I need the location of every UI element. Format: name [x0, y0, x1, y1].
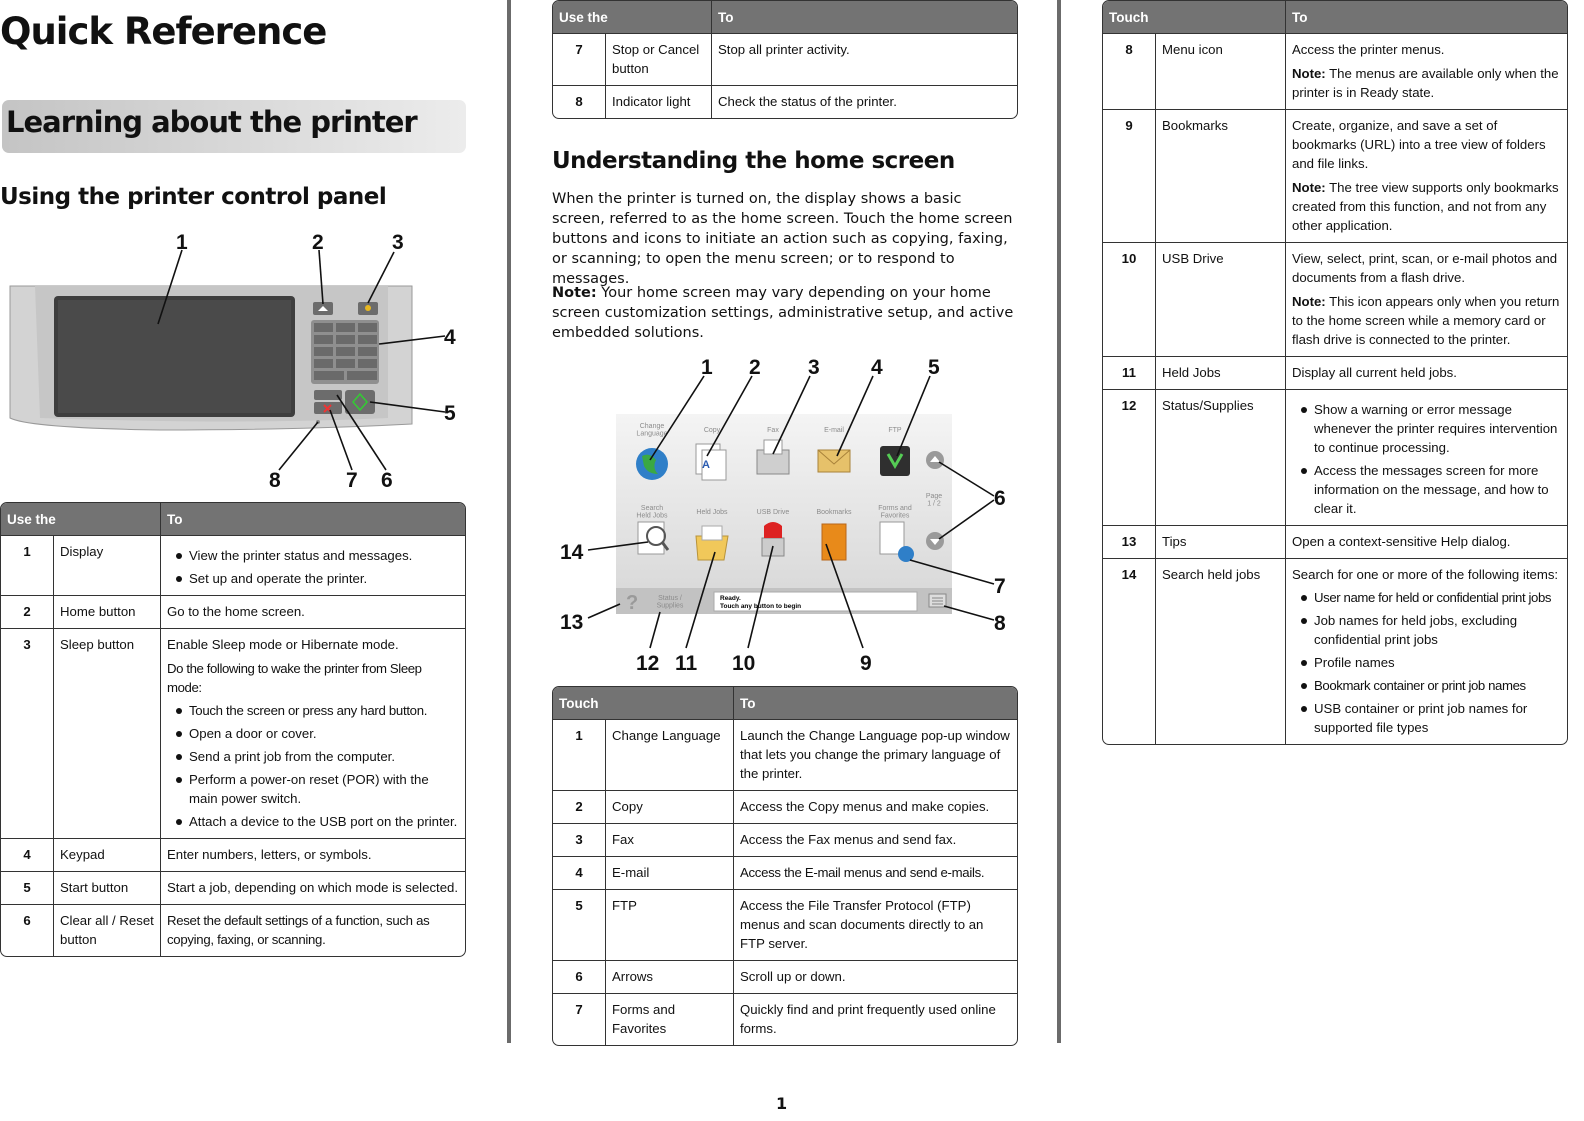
table-row [1, 595, 465, 628]
table-row [1103, 33, 1567, 109]
page-title: Quick Reference [0, 10, 327, 53]
row-item: E-mail [605, 856, 733, 889]
callout-7: 7 [346, 469, 358, 492]
table-row [1103, 558, 1567, 744]
screen-label-copy: Copy [703, 427, 721, 434]
row-number: 7 [553, 993, 605, 1045]
callout-10: 10 [732, 652, 756, 675]
row-item: Menu icon [1155, 33, 1285, 109]
callout-14: 14 [560, 541, 584, 564]
table-header-to: To [160, 503, 465, 535]
page-number: 1 [776, 1094, 788, 1113]
list-item: Attach a device to the USB port on the printer. [167, 812, 459, 831]
row-item: USB Drive [1155, 242, 1285, 356]
row-number: 2 [553, 790, 605, 823]
row-number: 5 [553, 889, 605, 960]
row-item: Forms and Favorites [605, 993, 733, 1045]
table-row [553, 993, 1017, 1045]
row-description [160, 535, 465, 595]
table-header-to: To [733, 687, 1017, 719]
list-item: USB container or print job names for supported file types [1292, 699, 1561, 737]
callout-7: 7 [994, 575, 1006, 598]
row-item: Keypad [53, 838, 160, 871]
row-description: Go to the home screen. [160, 595, 465, 628]
row-note [1292, 64, 1561, 102]
section-banner [2, 100, 466, 153]
callout-1: 1 [176, 231, 188, 254]
row-description: Access the Fax menus and send fax. [733, 823, 1017, 856]
row-number: 2 [1, 595, 53, 628]
row-description [1285, 109, 1567, 242]
row-item: Fax [605, 823, 733, 856]
callout-9: 9 [860, 652, 872, 675]
home-screen-table [552, 686, 1018, 1046]
row-number: 11 [1103, 356, 1155, 389]
row-item: Stop or Cancel button [605, 33, 711, 85]
bookmarks-icon [822, 524, 846, 560]
callout-6: 6 [994, 487, 1006, 510]
row-description [1285, 242, 1567, 356]
screen-label-bookmarks: Bookmarks [816, 509, 852, 516]
callout-4: 4 [444, 326, 456, 349]
row-item: Tips [1155, 525, 1285, 558]
list-item: Perform a power-on reset (POR) with the main power switch. [167, 770, 459, 808]
row-item: Clear all / Reset button [53, 904, 160, 956]
screen-label-page: Page 1 / 2 [925, 493, 943, 508]
callout-1: 1 [701, 356, 713, 379]
row-number: 1 [553, 719, 605, 790]
search-held-jobs-icon [638, 522, 668, 554]
screen-label-search-held-jobs: Search Held Jobs [636, 505, 668, 520]
table-row [553, 85, 1017, 118]
tips-icon: ? [626, 592, 639, 614]
callout-2: 2 [312, 231, 324, 254]
home-screen-note [552, 283, 1018, 343]
callout-12: 12 [636, 652, 660, 675]
row-item: Status/Supplies [1155, 389, 1285, 525]
email-icon [818, 450, 850, 472]
row-description: Scroll up or down. [733, 960, 1017, 993]
section-banner-title: Learning about the printer [6, 105, 417, 139]
row-item: Search held jobs [1155, 558, 1285, 744]
row-number: 12 [1103, 389, 1155, 525]
row-number: 4 [1, 838, 53, 871]
callout-5: 5 [928, 356, 940, 379]
note-text: The menus are available only when the printer is in Ready state. [1292, 66, 1559, 100]
control-panel-table-continued [552, 0, 1018, 119]
screen-label-status-supplies: Status / Supplies [656, 595, 684, 610]
status-line-2: Touch any button to begin [720, 603, 802, 610]
callout-8: 8 [994, 612, 1006, 635]
row-description [1285, 558, 1567, 744]
table-header-row [1, 503, 465, 535]
row-number: 3 [1, 628, 53, 838]
control-panel-illustration [0, 222, 470, 494]
row-item: Home button [53, 595, 160, 628]
row-description [1285, 33, 1567, 109]
screen-label-email: E-mail [824, 427, 844, 434]
row-text: Search for one or more of the following items: [1292, 567, 1559, 582]
column-separator-right [1057, 0, 1061, 1043]
callout-2: 2 [749, 356, 761, 379]
list-item: User name for held or confidential print jobs [1292, 588, 1561, 607]
table-row [553, 790, 1017, 823]
callout-8: 8 [269, 469, 281, 492]
row-number: 8 [1103, 33, 1155, 109]
keypad-icon [311, 320, 379, 384]
row-item: FTP [605, 889, 733, 960]
table-row [1, 535, 465, 595]
screen-label-change-language: Change Language [636, 423, 668, 438]
list-item: Send a print job from the computer. [167, 747, 459, 766]
list-item: Bookmark container or print job names [1292, 676, 1561, 695]
column-3 [1102, 0, 1570, 1043]
row-text: Enable Sleep mode or Hibernate mode. [167, 637, 399, 652]
row-text: View, select, print, scan, or e-mail photos and documents from a flash drive. [1292, 251, 1558, 285]
home-screen-illustration [552, 350, 1018, 680]
note-label: Note: [1292, 294, 1326, 309]
row-item: Bookmarks [1155, 109, 1285, 242]
column-2 [552, 0, 1018, 1043]
row-description [1285, 389, 1567, 525]
note-text: The tree view supports only bookmarks created from this function, and not from any other application. [1292, 180, 1559, 233]
callout-4: 4 [871, 356, 883, 379]
list-item: Access the messages screen for more information on the message, and how to clear it. [1292, 461, 1561, 518]
row-text: Create, organize, and save a set of bookmarks (URL) into a tree view of folders and file links. [1292, 118, 1546, 171]
home-screen-table-continued [1102, 0, 1568, 745]
table-row [1103, 389, 1567, 525]
table-row [1, 628, 465, 838]
row-item: Display [53, 535, 160, 595]
row-description: Access the E-mail menus and send e-mails. [733, 856, 1017, 889]
table-row [1, 838, 465, 871]
table-header-to: To [1285, 1, 1567, 33]
ftp-icon [880, 446, 910, 476]
home-screen-heading: Understanding the home screen [552, 148, 955, 174]
list-item: Open a door or cover. [167, 724, 459, 743]
row-item: Held Jobs [1155, 356, 1285, 389]
row-item: Change Language [605, 719, 733, 790]
row-item: Indicator light [605, 85, 711, 118]
row-description: Launch the Change Language pop-up window that lets you change the primary language of the printer. [733, 719, 1017, 790]
row-description: Open a context-sensitive Help dialog. [1285, 525, 1567, 558]
table-row [553, 719, 1017, 790]
column-separator-left [507, 0, 511, 1043]
table-row [1103, 356, 1567, 389]
table-row [1, 871, 465, 904]
row-number: 6 [553, 960, 605, 993]
table-header-to: To [711, 1, 1017, 33]
screen-label-usb-drive: USB Drive [756, 509, 790, 516]
row-description: Enter numbers, letters, or symbols. [160, 838, 465, 871]
home-screen-intro: When the printer is turned on, the display shows a basic screen, referred to as the home screen. Touch the home screen buttons and icons to initiate an action such as copying, faxing, or scanning; to open the menu screen; or to respond to messages. [552, 191, 1013, 287]
row-description: Quickly find and print frequently used online forms. [733, 993, 1017, 1045]
row-note [1292, 178, 1561, 235]
callout-3: 3 [808, 356, 820, 379]
screen-label-ftp: FTP [888, 427, 902, 434]
table-row [1103, 109, 1567, 242]
row-number: 9 [1103, 109, 1155, 242]
usb-drive-icon [762, 522, 784, 556]
callout-3: 3 [392, 231, 404, 254]
row-description: Reset the default settings of a function, such as copying, faxing, or scanning. [160, 904, 465, 956]
control-panel-table [0, 502, 466, 957]
row-description: Access the File Transfer Protocol (FTP) menus and scan documents directly to an FTP server. [733, 889, 1017, 960]
status-line-1: Ready. [720, 595, 741, 602]
row-description [160, 628, 465, 838]
row-number: 10 [1103, 242, 1155, 356]
row-description: Display all current held jobs. [1285, 356, 1567, 389]
svg-text:A: A [702, 459, 710, 471]
note-text: Your home screen may vary depending on your home screen customization settings, administrative setup, and active embedded solutions. [552, 285, 1014, 341]
row-number: 14 [1103, 558, 1155, 744]
table-header-row [553, 687, 1017, 719]
table-header-touch: Touch [553, 687, 733, 719]
row-number: 7 [553, 33, 605, 85]
screen-label-held-jobs: Held Jobs [696, 509, 728, 516]
row-description: Stop all printer activity. [711, 33, 1017, 85]
table-row [1103, 242, 1567, 356]
row-text: Access the printer menus. [1292, 42, 1445, 57]
row-number: 5 [1, 871, 53, 904]
note-label: Note: [1292, 180, 1326, 195]
row-item: Copy [605, 790, 733, 823]
control-panel-heading: Using the printer control panel [0, 184, 387, 210]
row-item: Sleep button [53, 628, 160, 838]
row-text-2: Do the following to wake the printer from Sleep mode: [167, 661, 422, 695]
list-item: Touch the screen or press any hard button. [167, 701, 459, 720]
list-item: View the printer status and messages. [167, 546, 459, 565]
table-row [1, 904, 465, 956]
table-row [553, 823, 1017, 856]
table-row [553, 856, 1017, 889]
table-row [553, 960, 1017, 993]
callout-5: 5 [444, 402, 456, 425]
list-item: Profile names [1292, 653, 1561, 672]
callout-13: 13 [560, 611, 584, 634]
row-number: 13 [1103, 525, 1155, 558]
row-note [1292, 292, 1561, 349]
row-number: 4 [553, 856, 605, 889]
table-row [553, 33, 1017, 85]
row-description: Access the Copy menus and make copies. [733, 790, 1017, 823]
note-label: Note: [1292, 66, 1326, 81]
column-1 [0, 0, 470, 1043]
table-header-use: Use the [553, 1, 711, 33]
list-item: Show a warning or error message whenever the printer requires intervention to continue processing. [1292, 400, 1561, 457]
row-number: 1 [1, 535, 53, 595]
row-description: Start a job, depending on which mode is selected. [160, 871, 465, 904]
row-description: Check the status of the printer. [711, 85, 1017, 118]
row-item: Start button [53, 871, 160, 904]
table-header-touch: Touch [1103, 1, 1285, 33]
row-item: Arrows [605, 960, 733, 993]
table-header-row [553, 1, 1017, 33]
screen-label-fax: Fax [767, 427, 779, 434]
row-number: 8 [553, 85, 605, 118]
table-header-use: Use the [1, 503, 160, 535]
table-header-row [1103, 1, 1567, 33]
row-number: 6 [1, 904, 53, 956]
callout-11: 11 [675, 652, 698, 675]
list-item: Set up and operate the printer. [167, 569, 459, 588]
table-row [1103, 525, 1567, 558]
screen-label-forms-favorites: Forms and Favorites [878, 505, 912, 520]
row-number: 3 [553, 823, 605, 856]
note-label: Note: [552, 285, 597, 301]
callout-6: 6 [381, 469, 393, 492]
list-item: Job names for held jobs, excluding confidential print jobs [1292, 611, 1561, 649]
note-text: This icon appears only when you return to the home screen while a memory card or flash drive is connected to the printer. [1292, 294, 1560, 347]
table-row [553, 889, 1017, 960]
